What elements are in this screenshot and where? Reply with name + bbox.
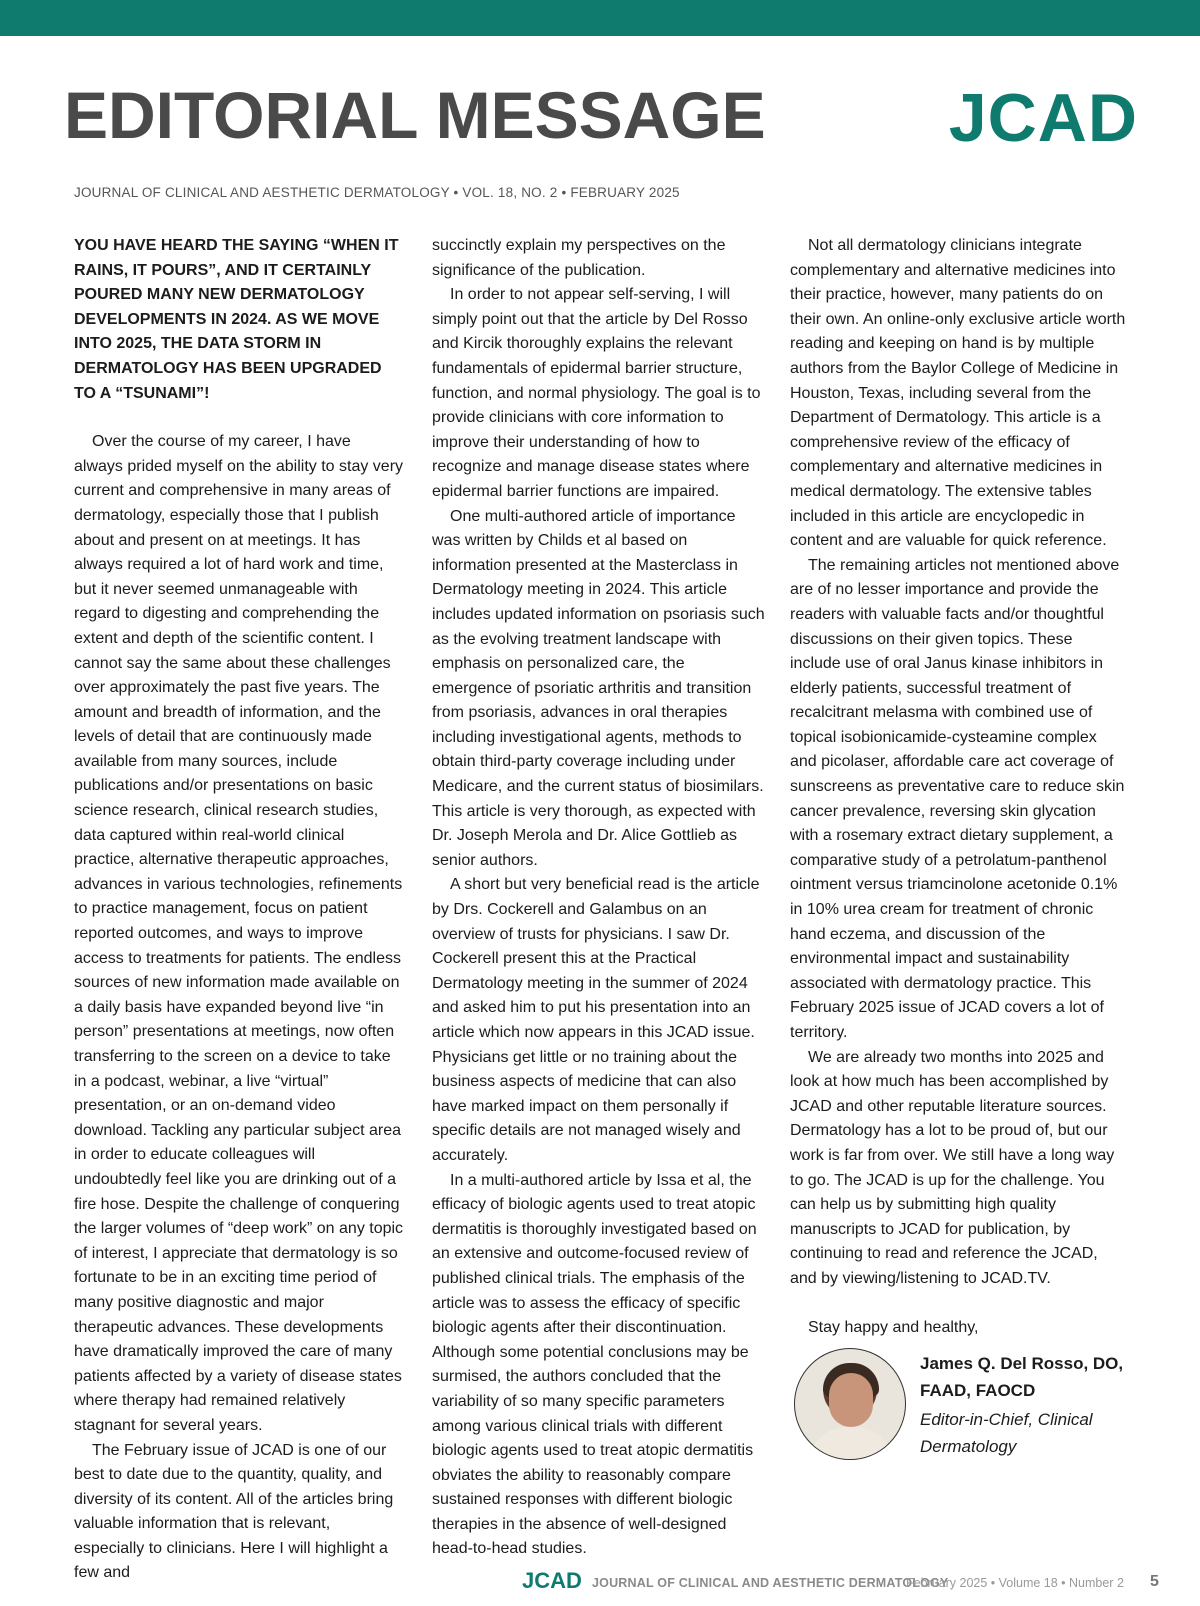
- paragraph: We are already two months into 2025 and look at how much has been accomplished by JCAD and other reputable literature sources. Dermatology has a lot to be proud of, but our work is far from over. We still have a long way to go. The JCAD is up for the challenge. You can help us by submitting high quality manuscripts to JCAD for publication, by continuing to read and reference the JCAD, and by viewing/listening to JCAD.TV.: [790, 1048, 1115, 1287]
- footer: [0, 1570, 1200, 1594]
- paragraph: succinctly explain my perspectives on the significance of the publication.: [432, 237, 726, 279]
- column-1: [74, 234, 404, 1586]
- top-accent-bar: [0, 0, 1200, 36]
- paragraph: The February issue of JCAD is one of our best to date due to the quantity, quality, and diversity of its content. All of the articles bring valuable information that is relevant, especially to clinicians. Here I will highlight a few and: [74, 1441, 394, 1582]
- page-title: EDITORIAL MESSAGE: [64, 78, 766, 152]
- page-number: 5: [1150, 1573, 1159, 1590]
- signoff: Stay happy and healthy,: [808, 1319, 979, 1337]
- column-3: [790, 234, 1126, 1341]
- paragraph: In order to not appear self-serving, I will simply point out that the article by Del Rosso and Kircik thoroughly explains the relevant fundamentals of epidermal barrier structure, function, and normal physiology. The goal is to provide clinicians with core information to improve their understanding of how to recognize and manage disease states where epidermal barrier functions are impaired.: [432, 286, 761, 500]
- author-photo: [794, 1348, 906, 1460]
- issue-line: JOURNAL OF CLINICAL AND AESTHETIC DERMATOLOGY • VOL. 18, NO. 2 • FEBRUARY 2025: [74, 185, 680, 200]
- paragraph: The remaining articles not mentioned above are of no lesser importance and provide the readers with valuable facts and/or thoughtful discussions on their given topics. These include use of oral Janus kinase inhibitors in elderly patients, successful treatment of recalcitrant melasma with combined use of topical isobionicamide-cysteamine complex and picolaser, affordable care act coverage of sunscreens as preventative care to reduce skin cancer prevalence, reversing skin glycation with a rosemary extract dietary supplement, a comparative study of a petrolatum-panthenol ointment versus triamcinolone acetonide 0.1% in 10% urea cream for treatment of chronic hand eczema, and discussion of the environmental impact and sustainability associated with dermatology practice. This February 2025 issue of JCAD covers a lot of territory.: [790, 556, 1125, 1041]
- paragraph: Over the course of my career, I have always prided myself on the ability to stay very current and comprehensive in many areas of dermatology, especially those that I publish about and present on at meetings. It has always required a lot of hard work and time, but it never seemed unmanageable with regard to digesting and comprehending the extent and depth of the scientific content. I cannot say the same about these challenges over approximately the past five years. The amount and breadth of information, and the levels of detail that are continuously made available from many sources, include publications and/or presentations on basic science research, clinical research studies, data captured within real-world clinical practice, alternative therapeutic approaches, advances in various technologies, refinements to practice management, focus on patient reported outcomes, and ways to improve access to treatments for patients. The endless sources of new information made available on a daily basis have expanded beyond live “in person” presentations at meetings, now often transferring to the screen on a device to take in a podcast, webinar, a live “virtual” presentation, or an on-demand video download. Tackling any particular subject area in order to educate colleagues will undoubtedly feel like you are drinking out of a fire hose. Despite the challenge of conquering the larger volumes of “deep work” on any topic of interest, I appreciate that dermatology is so fortunate to be in an exciting time period of many positive diagnostic and major therapeutic advances. These developments have dramatically improved the care of many patients affected by a variety of disease states where therapy had remained relatively stagnant for several years.: [74, 433, 404, 1434]
- author-role: Editor-in-Chief, Clinical Dermatology: [920, 1410, 1093, 1456]
- column-2: [432, 234, 766, 1562]
- paragraph: In a multi-authored article by Issa et al, the efficacy of biologic agents used to treat atopic dermatitis is thoroughly investigated based on an extensive and outcome-focused review of published clinical trials. The emphasis of the article was to assess the efficacy of specific biologic agents after their discontinuation. Although some potential conclusions may be surmised, the authors concluded that the variability of so many specific parameters among various clinical trials with different biologic agents used to treat atopic dermatitis obviates the ability to reasonably compare sustained responses with different biologic therapies in the absence of well-designed head-to-head studies.: [432, 1171, 757, 1558]
- lead-paragraph: YOU HAVE HEARD THE SAYING “WHEN IT RAINS, IT POURS”, AND IT CERTAINLY POURED MANY NEW DERMATOLOGY DEVELOPMENTS IN 2024. AS WE MOVE INTO 2025, THE DATA STORM IN DERMATOLOGY HAS BEEN UPGRADED TO A “TSUNAMI”!: [74, 237, 399, 402]
- signature-block: [790, 1348, 1130, 1468]
- author-name: James Q. Del Rosso, DO, FAAD, FAOCD: [920, 1354, 1124, 1400]
- paragraph: A short but very beneficial read is the article by Drs. Cockerell and Galambus on an overview of trusts for physicians. I saw Dr. Cockerell present this at the Practical Dermatology meeting in the summer of 2024 and asked him to put his presentation into an article which now appears in this JCAD issue. Physicians get little or no training about the business aspects of medicine that can also have marked impact on them personally if specific details are not managed wisely and accurately.: [432, 876, 760, 1164]
- paragraph: Not all dermatology clinicians integrate complementary and alternative medicines into their practice, however, many patients do on their own. An online-only exclusive article worth reading and keeping on hand is by multiple authors from the Baylor College of Medicine in Houston, Texas, including several from the Department of Dermatology. This article is a comprehensive review of the efficacy of complementary and alternative medicines in medical dermatology. The extensive tables included in this article are encyclopedic in content and are valuable for quick reference.: [790, 237, 1126, 550]
- paragraph: One multi-authored article of importance was written by Childs et al based on information presented at the Masterclass in Dermatology meeting in 2024. This article includes updated information on psoriasis such as the evolving treatment landscape with emphasis on personalized care, the emergence of psoriatic arthritis and transition from psoriasis, advances in oral therapies including investigational agents, methods to obtain third-party coverage including under Medicare, and the current status of biosimilars. This article is very thorough, as expected with Dr. Joseph Merola and Dr. Alice Gottlieb as senior authors.: [432, 507, 765, 869]
- footer-issue-info: February 2025 • Volume 18 • Number 2: [906, 1576, 1124, 1590]
- footer-logo: JCAD: [522, 1568, 582, 1593]
- footer-journal-name: JOURNAL OF CLINICAL AND AESTHETIC DERMATOLOGY: [592, 1576, 949, 1590]
- brand-logo: JCAD: [948, 80, 1138, 156]
